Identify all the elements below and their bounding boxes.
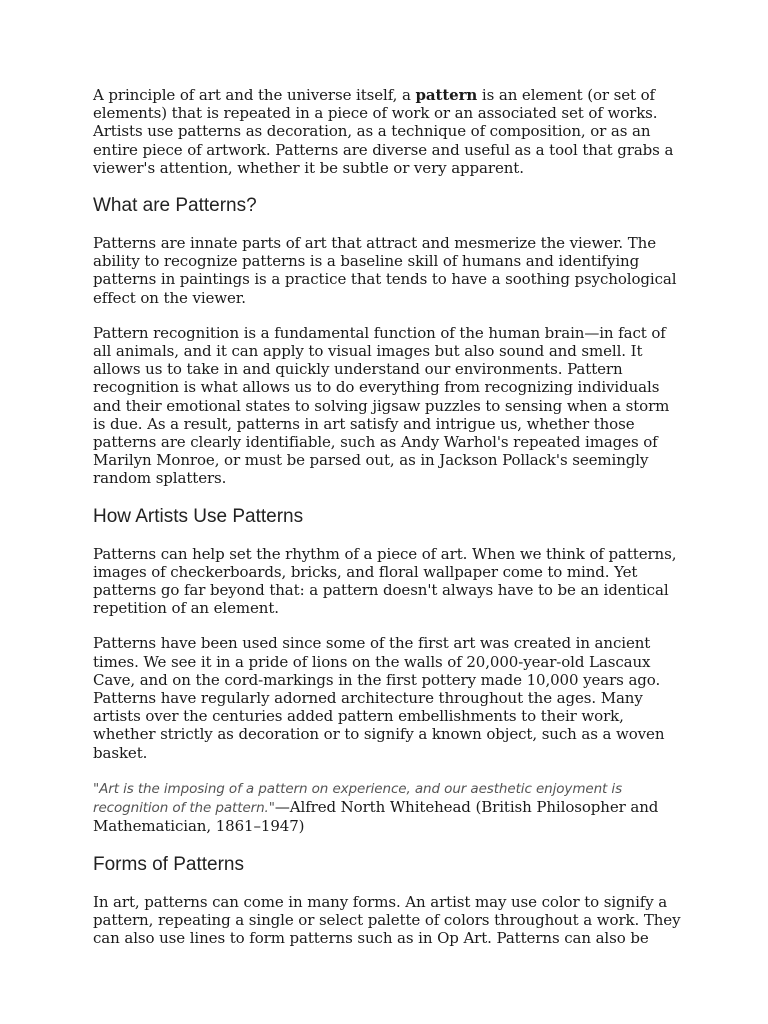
intro-text-before: A principle of art and the universe itself, a xyxy=(93,86,416,104)
article xyxy=(93,86,683,947)
what-paragraph-2: Pattern recognition is a fundamental function of the human brain—in fact of all animals, and it can apply to visual images but also sound and smell. It allows us to take in and quickly understand our environments. Pattern recognition is what allows us to do everything from recognizing individuals and their emotional states to solving jigsaw puzzles to sensing when a storm is due. As a result, patterns in art satisfy and intrigue us, whether those patterns are clearly identifiable, such as Andy Warhol's repeated images of Marilyn Monroe, or must be parsed out, as in Jackson Pollack's seemingly random splatters. xyxy=(93,323,670,488)
how-paragraph-2: Patterns have been used since some of the first art was created in ancient times. We see it in a pride of lions on the walls of 20,000-year-old Lascaux Cave, and on the cord-markings in the first pottery made 10,000 years ago. Patterns have regularly adorned architecture throughout the ages. Many artists over the centuries added pattern embellishments to their work, whether strictly as decoration or to signify a known object, such as a woven basket. xyxy=(93,634,665,762)
heading-what-are-patterns: What are Patterns? xyxy=(93,195,257,217)
forms-paragraph-1: In art, patterns can come in many forms. An artist may use color to signify a pattern, repeating a single or select palette of colors throughout a work. They can also use lines to form patterns such as in Op Art. Patterns can also be xyxy=(93,892,681,947)
what-paragraph-1: Patterns are innate parts of art that attract and mesmerize the viewer. The ability to recognize patterns is a baseline skill of humans and identifying patterns in paintings is a practice that tends to have a soothing psychological effect on the viewer. xyxy=(93,234,677,307)
intro-paragraph xyxy=(93,86,683,177)
intro-bold-term: pattern xyxy=(415,86,478,104)
heading-forms-of-patterns: Forms of Patterns xyxy=(93,853,244,875)
quote-text: "Art is the imposing of a pattern on experience, and our aesthetic enjoyment is recognition of the pattern." xyxy=(93,780,622,817)
intro-text-after: is an element (or set of elements) that is repeated in a piece of work or an associated set of works. Artists use patterns as decoration, as a technique of composition, or as an entire piece of artwork. Patterns are diverse and useful as a tool that grabs a viewer's attention, whether it be subtle or very apparent. xyxy=(93,86,674,177)
heading-how-artists-use-patterns: How Artists Use Patterns xyxy=(93,505,304,527)
how-paragraph-1: Patterns can help set the rhythm of a piece of art. When we think of patterns, images of checkerboards, bricks, and floral wallpaper come to mind. Yet patterns go far beyond that: a pattern doesn't always have to be an identical repetition of an element. xyxy=(93,544,677,618)
quote-attribution: —Alfred North Whitehead (British Philosopher and Mathematician, 1861–1947) xyxy=(93,798,659,836)
blockquote xyxy=(93,779,683,836)
